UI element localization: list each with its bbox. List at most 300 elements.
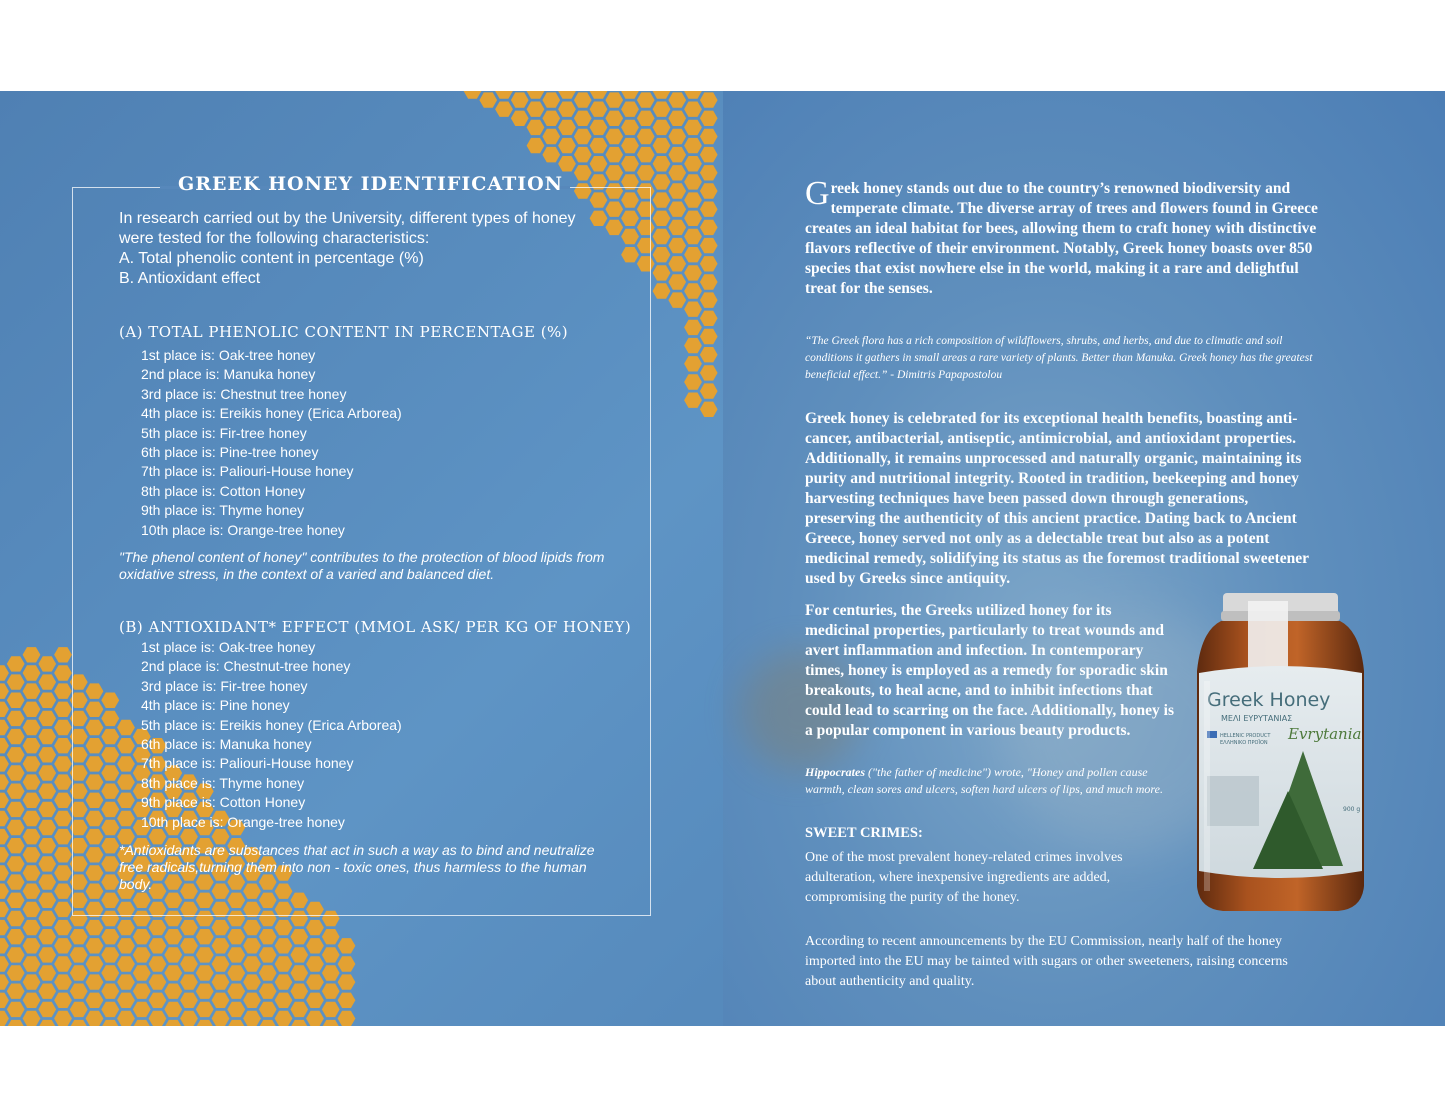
honeycomb-cell (196, 1020, 214, 1026)
honeycomb-cell (7, 711, 25, 726)
honeycomb-cell (322, 1020, 340, 1026)
honeycomb-cell (54, 756, 72, 771)
quote-text: “The Greek flora has a rich composition of wildflowers, shrubs, and herbs, and due to climatic and soil conditions it gathers in small areas a rare variety of plants. Better than Manuka. Greek honey has the greatest beneficial effect.” - Dimitris Papapostolou (805, 335, 1313, 381)
honeycomb-cell (117, 974, 135, 989)
honeycomb-cell (574, 92, 592, 107)
honeycomb-cell (542, 147, 560, 163)
honeycomb-cell (23, 647, 41, 662)
honeycomb-cell (275, 1011, 293, 1026)
honeycomb-cell (86, 938, 104, 953)
honeycomb-cell (0, 993, 9, 1008)
honeycomb-cell (306, 1011, 324, 1026)
honeycomb-cell (54, 647, 72, 662)
honeycomb-cell (133, 929, 151, 944)
honeycomb-cell (7, 893, 25, 908)
honeycomb-cell (149, 938, 167, 953)
honeycomb-cell (605, 129, 623, 144)
honeycomb-cell (653, 120, 671, 135)
honeycomb-cell (212, 993, 230, 1008)
honeycomb-cell (574, 111, 592, 126)
honeycomb-cell (54, 865, 72, 880)
honeycomb-cell (7, 1020, 25, 1026)
honeycomb-cell (684, 356, 702, 371)
honeycomb-cell (653, 192, 671, 207)
honeycomb-cell (227, 965, 245, 981)
honeycomb-cell (117, 993, 135, 1008)
honeycomb-cell (54, 884, 72, 899)
honeycomb-cell (54, 793, 72, 808)
honeycomb-cell (668, 220, 686, 235)
honeycomb-cell (290, 965, 308, 981)
honeycomb-cell (0, 756, 9, 771)
honeycomb-cell (290, 1020, 308, 1026)
honeycomb-cell (180, 938, 198, 953)
honeycomb-cell (133, 965, 151, 981)
honeycomb-cell (38, 656, 56, 671)
honeycomb-cell (7, 874, 25, 889)
honeycomb-cell (149, 993, 167, 1008)
honeycomb-cell (7, 965, 25, 981)
honeycomb-cell (54, 974, 72, 989)
honeycomb-cell (0, 738, 9, 753)
honeycomb-cell (700, 92, 718, 107)
honeycomb-cell (684, 229, 702, 244)
honeycomb-cell (621, 102, 639, 117)
jar-weight-text: 900 g (1343, 806, 1361, 813)
honeycomb-cell (684, 138, 702, 153)
honeycomb-cell (54, 847, 72, 862)
section-b-list (141, 638, 402, 832)
health-paragraph: Greek honey is celebrated for its exceptional health benefits, boasting anti-cancer, antibacterial, antiseptic, antimicrobial, and antioxidant properties. Additionally, it remains unprocessed and naturally organic, maintaining its purity and nutritional integrity. Rooted in tradition, beekeeping and honey harvesting techniques have been passed down through generations, preserving the authenticity of this ancient practice. Dating back to Ancient Greece, honey served not only as a delectable treat but also as a potent medicinal remedy, solidifying its status as the foremost traditional sweetener used by Greeks since antiquity. (805, 410, 1309, 587)
honeycomb-cell (275, 974, 293, 989)
honeycomb-cell (38, 893, 56, 908)
honeycomb-cell (495, 102, 513, 117)
honeycomb-cell (653, 174, 671, 189)
honeycomb-cell (23, 683, 41, 699)
honeycomb-cell (117, 956, 135, 972)
honeycomb-cell (290, 1002, 308, 1017)
honeycomb-cell (574, 165, 592, 180)
honeycomb-cell (7, 784, 25, 799)
honeycomb-cell (0, 884, 9, 899)
honeycomb-cell (23, 756, 41, 771)
honeycomb-cell (527, 120, 545, 135)
honeycomb-cell (0, 1011, 9, 1026)
honeycomb-cell (23, 774, 41, 789)
honeycomb-cell (668, 165, 686, 180)
list-item: 1st place is: Oak-tree honey (141, 639, 316, 655)
honeycomb-cell (290, 929, 308, 944)
honeycomb-cell (653, 247, 671, 262)
honeycomb-cell (117, 1011, 135, 1026)
lead-text: reek honey stands out due to the country’s renowned biodiversity and temperate climate. The diverse array of trees and flowers found in Greece creates an ideal habitat for bees, allowing them to craft honey with distinctive flavors reflective of their environment. Notably, Greek honey boasts over 850 species that exist nowhere else in the world, making it a rare and delightful treat for the senses. (805, 180, 1318, 297)
honeycomb-cell (653, 265, 671, 280)
hippocrates-name: Hippocrates (805, 765, 865, 779)
honeycomb-cell (23, 665, 41, 680)
honeycomb-cell (38, 747, 56, 762)
honeycomb-cell (590, 102, 608, 117)
honeycomb-cell (0, 829, 9, 845)
honeycomb-cell (259, 1002, 277, 1017)
honeycomb-cell (38, 711, 56, 726)
honeycomb-cell (164, 984, 182, 999)
honeycomb-cell (653, 229, 671, 244)
honeycomb-cell (54, 702, 72, 717)
section-a-title: (A) TOTAL PHENOLIC CONTENT IN PERCENTAGE (%) (119, 323, 569, 341)
honey-jar-image (1193, 591, 1368, 916)
honeycomb-cell (605, 147, 623, 163)
honeycomb-cell (0, 847, 9, 862)
honeycomb-cell (290, 947, 308, 962)
list-item: 3rd place is: Fir-tree honey (141, 677, 308, 694)
honeycomb-cell (684, 338, 702, 353)
honeycomb-cell (7, 1002, 25, 1017)
honeycomb-cell (637, 165, 655, 180)
honeycomb-cell (101, 1020, 119, 1026)
honeycomb-cell (668, 92, 686, 107)
honeycomb-cell (259, 984, 277, 999)
honeycomb-cell (259, 929, 277, 944)
honeycomb-cell (700, 147, 718, 163)
honeycomb-cell (54, 902, 72, 917)
honeycomb-cell (23, 902, 41, 917)
honeycomb-cell (196, 984, 214, 999)
honeycomb-cell (38, 838, 56, 853)
honeycomb-cell (668, 147, 686, 163)
honeycomb-cell (86, 974, 104, 989)
honeycomb-cell (653, 102, 671, 117)
list-item: 8th place is: Cotton Honey (141, 482, 306, 499)
honeycomb-cell (38, 674, 56, 689)
honeycomb-cell (227, 1002, 245, 1017)
honeycomb-cell (70, 947, 88, 962)
list-item: 5th place is: Fir-tree honey (141, 424, 307, 441)
list-item: 4th place is: Pine honey (141, 697, 290, 714)
honeycomb-cell (101, 1002, 119, 1017)
honeycomb-cell (668, 111, 686, 126)
honeycomb-cell (38, 1002, 56, 1017)
honeycomb-cell (7, 802, 25, 817)
honeycomb-cell (23, 738, 41, 753)
honeycomb-cell (621, 156, 639, 172)
honeycomb-cell (133, 947, 151, 962)
honeycomb-cell (700, 347, 718, 362)
brochure-spread (0, 91, 1445, 1026)
honeycomb-cell (38, 965, 56, 981)
honeycomb-cell (275, 956, 293, 972)
lead-paragraph (805, 175, 1320, 299)
honeycomb-cell (637, 147, 655, 163)
eu-commission-text: According to recent announcements by the EU Commission, nearly half of the honey imported into the EU may be tainted with sugars or other sweeteners, raising concerns about authenticity and quality. (805, 934, 1288, 989)
list-item: 4th place is: Ereikis honey (Erica Arborea) (141, 405, 402, 422)
honeycomb-cell (117, 920, 135, 935)
honeycomb-cell (23, 993, 41, 1008)
section-a-note: "The phenol content of honey" contributes to the protection of blood lipids from oxidative stress, in the context of a varied and balanced diet. (119, 549, 605, 582)
honeycomb-cell (590, 120, 608, 135)
honeycomb-cell (38, 911, 56, 926)
honeycomb-cell (180, 993, 198, 1008)
honeycomb-cell (180, 974, 198, 989)
honeycomb-cell (0, 902, 9, 917)
honeycomb-cell (38, 765, 56, 780)
honeycomb-cell (558, 156, 576, 172)
honeycomb-cell (653, 156, 671, 172)
honeycomb-cell (527, 91, 545, 99)
honeycomb-cell (700, 383, 718, 398)
honeycomb-cell (322, 929, 340, 944)
honeycomb-cell (684, 120, 702, 135)
honeycomb-cell (180, 956, 198, 972)
drop-cap: G (805, 175, 830, 212)
honeycomb-cell (668, 292, 686, 308)
honeycomb-cell (212, 920, 230, 935)
honeycomb-cell (590, 91, 608, 99)
honeycomb-cell (637, 92, 655, 107)
honeycomb-cell (495, 91, 513, 99)
honeycomb-cell (605, 111, 623, 126)
honeycomb-cell (212, 1011, 230, 1026)
honeycomb-cell (259, 1020, 277, 1026)
honeycomb-cell (180, 1011, 198, 1026)
honeycomb-cell (338, 938, 356, 953)
honeycomb-cell (684, 320, 702, 335)
honeycomb-cell (149, 956, 167, 972)
honeycomb-cell (0, 774, 9, 789)
list-item: 3rd place is: Chestnut tree honey (141, 385, 347, 402)
honeycomb-cell (227, 984, 245, 999)
honeycomb-cell (668, 274, 686, 289)
honeycomb-cell (275, 993, 293, 1008)
honeycomb-cell (637, 111, 655, 126)
honeycomb-cell (0, 920, 9, 935)
honeycomb-cell (196, 1002, 214, 1017)
jar-product-line: HELLENIC PRODUCT (1220, 733, 1271, 739)
honeycomb-cell (700, 256, 718, 271)
honeycomb-cell (542, 92, 560, 107)
honeycomb-cell (700, 238, 718, 253)
honeycomb-cell (133, 984, 151, 999)
jar-subtitle-text: ΜΕΛΙ ΕΥΡΥΤΑΝΙΑΣ (1221, 714, 1293, 723)
honeycomb-cell (668, 183, 686, 198)
honeycomb-cell (684, 265, 702, 280)
honeycomb-cell (0, 665, 9, 680)
honeycomb-cell (637, 129, 655, 144)
list-item: 7th place is: Paliouri-House honey (141, 463, 354, 480)
honeycomb-cell (275, 938, 293, 953)
honeycomb-cell (23, 974, 41, 989)
honeycomb-cell (212, 938, 230, 953)
honeycomb-cell (7, 929, 25, 944)
honeycomb-cell (700, 292, 718, 308)
honeycomb-cell (54, 738, 72, 753)
honeycomb-cell (23, 829, 41, 845)
honeycomb-cell (0, 793, 9, 808)
honeycomb-cell (38, 984, 56, 999)
honeycomb-cell (243, 956, 261, 972)
honeycomb-cell (38, 856, 56, 871)
section-a-list (141, 346, 402, 540)
honeycomb-cell (574, 147, 592, 163)
honeycomb-cell (621, 138, 639, 153)
page-title: GREEK HONEY IDENTIFICATION (178, 173, 564, 195)
honeycomb-cell (558, 91, 576, 99)
honeycomb-cell (668, 238, 686, 253)
honeycomb-cell (590, 138, 608, 153)
honeycomb-cell (700, 220, 718, 235)
honeycomb-cell (684, 283, 702, 299)
honeycomb-cell (700, 183, 718, 198)
list-item: 2nd place is: Manuka honey (141, 366, 316, 383)
honeycomb-cell (86, 1011, 104, 1026)
honeycomb-cell (23, 793, 41, 808)
intro-line: were tested for the following characteristics: (119, 230, 430, 247)
honeycomb-cell (653, 138, 671, 153)
honeycomb-cell (605, 92, 623, 107)
list-item: 7th place is: Paliouri-House honey (141, 755, 354, 772)
honeycomb-cell (590, 156, 608, 172)
honeycomb-cell (306, 993, 324, 1008)
honeycomb-cell (164, 965, 182, 981)
honeycomb-cell (684, 102, 702, 117)
honeycomb-cell (23, 884, 41, 899)
honeycomb-cell (684, 174, 702, 189)
honeycomb-cell (306, 956, 324, 972)
honeycomb-cell (511, 111, 529, 126)
list-item: 2nd place is: Chestnut-tree honey (141, 658, 351, 675)
honeycomb-cell (101, 965, 119, 981)
section-b-note: *Antioxidants are substances that act in such a way as to bind and neutralize free radicals,turning them into non - toxic ones, thus harmless to the human body. (119, 842, 595, 892)
honeycomb-cell (605, 165, 623, 180)
honeycomb-cell (101, 929, 119, 944)
honeycomb-cell (0, 865, 9, 880)
honeycomb-cell (700, 402, 718, 417)
honeycomb-cell (700, 311, 718, 326)
honeycomb-cell (700, 165, 718, 180)
honeycomb-cell (7, 674, 25, 689)
honeycomb-cell (38, 784, 56, 799)
honeycomb-cell (7, 838, 25, 853)
honeycomb-cell (7, 747, 25, 762)
list-item: 6th place is: Pine-tree honey (141, 444, 319, 461)
honeycomb-cell (338, 1011, 356, 1026)
honeycomb-cell (0, 720, 9, 735)
honeycomb-cell (684, 156, 702, 172)
honeycomb-cell (101, 947, 119, 962)
list-item: 6th place is: Manuka honey (141, 736, 312, 753)
honeycomb-cell (38, 802, 56, 817)
honeycomb-cell (70, 929, 88, 944)
intro-line: In research carried out by the University, different types of honey (119, 210, 576, 227)
honeycomb-cell (101, 984, 119, 999)
honeycomb-cell (243, 1011, 261, 1026)
honeycomb-cell (275, 920, 293, 935)
honeycomb-cell (23, 811, 41, 826)
honeycomb-cell (86, 920, 104, 935)
honeycomb-cell (684, 247, 702, 262)
honeycomb-cell (668, 256, 686, 271)
honeycomb-cell (196, 929, 214, 944)
honeycomb-cell (558, 138, 576, 153)
honeycomb-cell (653, 283, 671, 299)
honeycomb-cell (700, 365, 718, 380)
honeycomb-cell (700, 202, 718, 217)
list-item: 1st place is: Oak-tree honey (141, 347, 316, 363)
honeycomb-cell (558, 102, 576, 117)
honeycomb-cell (227, 947, 245, 962)
intro-line: A. Total phenolic content in percentage (%) (119, 250, 424, 267)
honeycomb-cell (243, 920, 261, 935)
honeycomb-cell (133, 1020, 151, 1026)
honeycomb-cell (149, 920, 167, 935)
honeycomb-cell (527, 102, 545, 117)
honeycomb-cell (7, 765, 25, 780)
honeycomb-cell (54, 683, 72, 699)
honeycomb-cell (149, 1011, 167, 1026)
honeycomb-cell (338, 956, 356, 972)
intro-line: B. Antioxidant effect (119, 270, 261, 287)
honeycomb-cell (7, 820, 25, 836)
honeycomb-cell (196, 947, 214, 962)
honeycomb-cell (322, 965, 340, 981)
honeycomb-cell (54, 920, 72, 935)
honeycomb-cell (86, 956, 104, 972)
list-item: 9th place is: Thyme honey (141, 502, 305, 519)
list-item: 5th place is: Ereikis honey (Erica Arborea) (141, 716, 402, 733)
honeycomb-cell (38, 693, 56, 709)
honeycomb-cell (7, 947, 25, 962)
honeycomb-cell (0, 811, 9, 826)
honeycomb-cell (700, 129, 718, 144)
honeycomb-cell (306, 920, 324, 935)
honeycomb-cell (479, 92, 497, 107)
honeycomb-cell (306, 974, 324, 989)
honeycomb-cell (0, 974, 9, 989)
honeycomb-cell (464, 91, 482, 99)
honeycomb-cell (23, 847, 41, 862)
honeycomb-cell (7, 911, 25, 926)
honeycomb-cell (338, 974, 356, 989)
honeycomb-cell (621, 120, 639, 135)
honeycomb-cell (306, 938, 324, 953)
honeycomb-cell (23, 938, 41, 953)
honeycomb-cell (322, 1002, 340, 1017)
honeycomb-cell (212, 974, 230, 989)
honeycomb-cell (196, 965, 214, 981)
honeycomb-cell (684, 302, 702, 317)
honeycomb-cell (259, 947, 277, 962)
honeycomb-cell (0, 702, 9, 717)
list-item: 10th place is: Orange-tree honey (141, 813, 345, 830)
honeycomb-cell (668, 129, 686, 144)
list-item: 9th place is: Cotton Honey (141, 794, 306, 811)
honeycomb-cell (0, 938, 9, 953)
honeycomb-cell (23, 865, 41, 880)
list-item: 8th place is: Thyme honey (141, 774, 305, 791)
honeycomb-cell (180, 920, 198, 935)
honeycomb-cell (23, 702, 41, 717)
honeycomb-cell (54, 938, 72, 953)
honeycomb-cell (164, 929, 182, 944)
honeycomb-cell (621, 91, 639, 99)
honeycomb-cell (668, 202, 686, 217)
honeycomb-cell (23, 920, 41, 935)
honeycomb-cell (684, 393, 702, 408)
section-b-title: (B) ANTIOXIDANT* EFFECT (MMOL ASK/ PER KG OF HONEY) (119, 618, 632, 636)
honeycomb-cell (164, 1002, 182, 1017)
honeycomb-cell (54, 720, 72, 735)
honeycomb-cell (0, 956, 9, 972)
honeycomb-cell (0, 683, 9, 699)
